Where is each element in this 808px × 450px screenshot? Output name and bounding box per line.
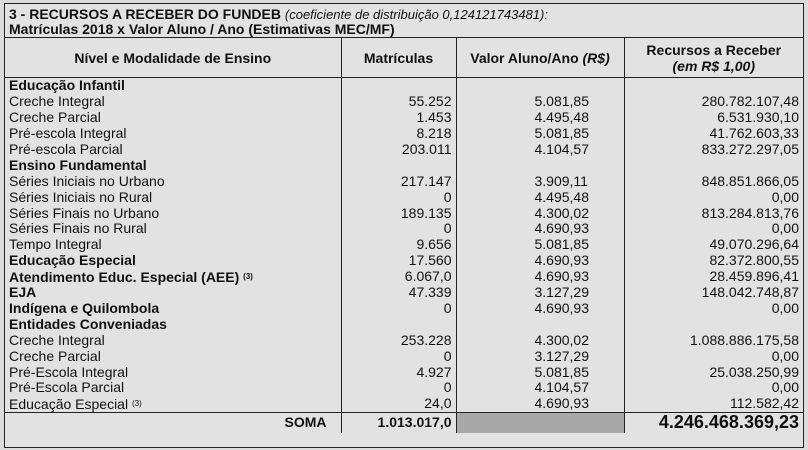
enrollments-cell: 203.011	[341, 142, 456, 158]
row-label-text: Indígena e Quilombola	[9, 300, 160, 317]
col-header-value-unit: (R$)	[582, 49, 610, 66]
table-row	[5, 332, 803, 348]
table-row	[5, 364, 803, 380]
enrollments-cell: 0	[341, 221, 456, 237]
row-label-text: Pré-Escola Integral	[9, 364, 129, 380]
value-per-student-cell: 3.127,29	[456, 285, 624, 301]
table-row	[5, 205, 803, 221]
row-label	[5, 221, 341, 237]
resources-cell: 49.070.296,64	[709, 236, 799, 253]
table-row	[5, 221, 803, 237]
section-row	[5, 78, 803, 94]
enrollments-cell: 0	[341, 380, 456, 396]
row-label	[5, 237, 341, 253]
enrollments-cell: 253.228	[341, 332, 456, 348]
footnote-marker: (3)	[131, 398, 142, 408]
total-row	[5, 412, 803, 433]
table-row	[5, 94, 803, 110]
row-label-text: Séries Finais no Urbano	[9, 205, 160, 221]
row-label	[5, 78, 341, 94]
table-row	[5, 301, 803, 317]
row-label	[5, 126, 341, 142]
row-label-text: Educação Especial	[9, 252, 136, 269]
value-per-student-cell: 5.081,85	[456, 237, 624, 253]
value-per-student-cell: 4.300,02	[456, 205, 624, 221]
table-row	[5, 110, 803, 126]
total-label: SOMA	[5, 412, 341, 433]
row-label	[5, 142, 341, 158]
value-per-student-cell: 4.104,57	[456, 380, 624, 396]
row-label	[5, 173, 341, 189]
resources-cell: 0,00	[771, 380, 799, 396]
row-label-text: Pré-Escola Parcial	[9, 380, 125, 396]
row-label	[5, 285, 341, 301]
resources-cell: 833.272.297,05	[701, 141, 799, 157]
value-per-student-cell	[456, 78, 624, 94]
resources-cell: 848.851.866,05	[701, 173, 799, 189]
footnote-marker: (3)	[243, 271, 253, 281]
value-per-student-cell: 5.081,85	[456, 94, 624, 110]
col-header-value	[456, 38, 624, 78]
resources-cell: 0,00	[771, 221, 799, 237]
value-per-student-cell	[456, 316, 624, 332]
resources-cell: 82.372.800,55	[709, 252, 799, 269]
title-main: 3 - RECURSOS A RECEBER DO FUNDEB	[9, 6, 281, 22]
value-per-student-cell: 4.690,93	[456, 253, 624, 269]
resources-cell: 280.782.107,48	[701, 93, 799, 110]
row-label-text: Ensino Fundamental	[9, 157, 147, 173]
row-label-text: Creche Integral	[9, 332, 105, 348]
row-label-text: Educação Especial	[9, 395, 129, 412]
resources-cell: 6.531.930,10	[717, 109, 799, 126]
resources-cell: 0,00	[771, 189, 799, 205]
row-label-text: Creche Parcial	[9, 348, 101, 364]
row-label-text: Séries Iniciais no Urbano	[9, 173, 165, 189]
value-per-student-cell: 5.081,85	[456, 364, 624, 380]
row-label	[5, 110, 341, 126]
resources-cell: 112.582,42	[729, 395, 799, 412]
row-label-text: Creche Parcial	[9, 109, 101, 126]
total-resources: 4.246.468.369,23	[624, 412, 803, 433]
resources-cell	[624, 157, 803, 173]
resources-cell	[624, 316, 803, 332]
value-per-student-cell: 4.104,57	[456, 142, 624, 158]
enrollments-cell: 1.453	[341, 110, 456, 126]
section-row	[5, 316, 803, 332]
value-per-student-cell: 5.081,85	[456, 126, 624, 142]
row-label	[5, 253, 341, 269]
value-per-student-cell: 4.690,93	[456, 301, 624, 317]
enrollments-cell: 6.067,0	[341, 269, 456, 285]
col-header-level: Nível e Modalidade de Ensino	[5, 38, 341, 78]
table-row	[5, 189, 803, 205]
row-label	[5, 157, 341, 173]
enrollments-cell: 0	[341, 301, 456, 317]
table-row	[5, 396, 803, 413]
enrollments-cell: 8.218	[341, 126, 456, 142]
value-per-student-cell: 3.127,29	[456, 348, 624, 364]
enrollments-cell: 9.656	[341, 237, 456, 253]
value-per-student-cell	[456, 157, 624, 173]
enrollments-cell: 0	[341, 348, 456, 364]
row-label-text: Entidades Conveniadas	[9, 316, 167, 332]
row-label-text: Séries Iniciais no Rural	[9, 189, 153, 205]
table-title	[5, 4, 803, 38]
enrollments-cell: 4.927	[341, 364, 456, 380]
row-label	[5, 94, 341, 110]
col-header-resources-label: Recursos a Receber	[646, 41, 782, 58]
resources-cell: 1.088.886.175,58	[690, 332, 799, 348]
title-coefficient: (coeficiente de distribuição 0,124121743481):	[284, 7, 548, 22]
total-enrollments: 1.013.017,0	[341, 412, 456, 433]
title-subtitle: Matrículas 2018 x Valor Aluno / Ano (Estimativas MEC/MF)	[9, 21, 395, 37]
row-label	[5, 348, 341, 364]
col-header-resources-unit: (em R$ 1,00)	[672, 57, 755, 74]
row-label	[5, 189, 341, 205]
enrollments-cell: 17.560	[341, 253, 456, 269]
resources-cell: 41.762.603,33	[709, 125, 799, 142]
row-label-text: Educação Infantil	[9, 77, 125, 94]
resources-cell: 0,00	[771, 348, 799, 364]
section-row	[5, 157, 803, 173]
value-per-student-cell: 4.690,93	[456, 396, 624, 413]
resources-cell: 813.284.813,76	[701, 205, 799, 221]
value-per-student-cell: 4.690,93	[456, 269, 624, 285]
value-per-student-cell: 4.495,48	[456, 110, 624, 126]
resources-cell: 28.459.896,41	[709, 268, 799, 285]
row-label-text: Atendimento Educ. Especial (AEE)	[9, 268, 240, 285]
value-per-student-cell: 4.690,93	[456, 221, 624, 237]
enrollments-cell: 55.252	[341, 94, 456, 110]
resources-table	[5, 38, 803, 433]
row-label	[5, 205, 341, 221]
row-label-text: Pré-escola Integral	[9, 125, 127, 142]
row-label-text: Creche Integral	[9, 93, 105, 110]
total-value-blank	[456, 412, 624, 433]
table-row	[5, 126, 803, 142]
enrollments-cell: 217.147	[341, 173, 456, 189]
table-row	[5, 285, 803, 301]
row-label	[5, 380, 341, 396]
table-row	[5, 380, 803, 396]
enrollments-cell: 0	[341, 189, 456, 205]
table-row	[5, 237, 803, 253]
enrollments-cell: 189.135	[341, 205, 456, 221]
row-label-text: EJA	[9, 284, 37, 301]
row-label	[5, 316, 341, 332]
table-row	[5, 253, 803, 269]
value-per-student-cell: 3.909,11	[456, 173, 624, 189]
table-row	[5, 142, 803, 158]
row-label-text: Tempo Integral	[9, 236, 102, 253]
row-label	[5, 396, 341, 413]
value-per-student-cell: 4.300,02	[456, 332, 624, 348]
row-label	[5, 364, 341, 380]
resources-cell: 0,00	[771, 300, 799, 317]
row-label-text: Séries Finais no Rural	[9, 221, 147, 237]
table-row	[5, 269, 803, 285]
table-row	[5, 348, 803, 364]
row-label	[5, 269, 341, 285]
col-header-resources	[624, 38, 803, 78]
enrollments-cell	[341, 78, 456, 94]
resources-cell: 25.038.250,99	[709, 364, 799, 380]
enrollments-cell	[341, 316, 456, 332]
row-label	[5, 332, 341, 348]
fundeb-table-panel	[4, 3, 804, 448]
value-per-student-cell: 4.495,48	[456, 189, 624, 205]
table-row	[5, 173, 803, 189]
row-label-text: Pré-escola Parcial	[9, 141, 123, 157]
col-header-enrollments: Matrículas	[341, 38, 456, 78]
enrollments-cell	[341, 157, 456, 173]
enrollments-cell: 47.339	[341, 285, 456, 301]
resources-cell: 148.042.748,87	[701, 284, 799, 301]
row-label	[5, 301, 341, 317]
col-header-value-label: Valor Aluno/Ano	[470, 49, 579, 66]
enrollments-cell: 24,0	[341, 396, 456, 413]
header-row	[5, 38, 803, 78]
resources-cell	[624, 78, 803, 94]
